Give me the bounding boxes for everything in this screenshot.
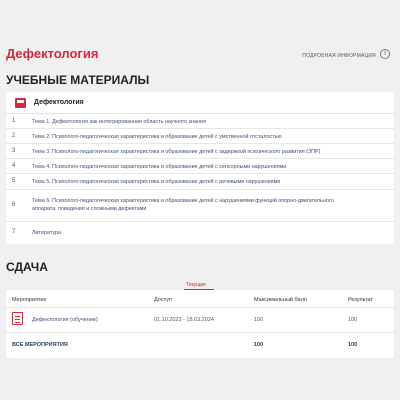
tab-current[interactable]: Текущие (186, 282, 206, 288)
topic-number: 4 (12, 163, 16, 169)
topic-row-1[interactable] (6, 114, 394, 129)
all-events-label[interactable]: ВСЕ МЕРОПРИЯТИЯ (12, 342, 68, 348)
topic-row-5[interactable] (6, 174, 394, 190)
book-icon (15, 98, 26, 108)
column-header-access: Доступ (154, 297, 172, 303)
event-access-dates: 01.10.2023 - 18.03.2024 (154, 317, 214, 323)
total-result: 100 (348, 342, 358, 348)
topic-number: 1 (12, 118, 16, 124)
course-header (0, 38, 400, 70)
event-max-score: 100 (254, 317, 264, 323)
course-title: Дефектология (6, 46, 99, 61)
materials-card-header[interactable] (6, 92, 394, 114)
topic-number: 3 (12, 148, 16, 154)
topic-link[interactable]: Тема 5. Психолого-педагогическая характеристика и образование детей с речевыми нарушениями (32, 179, 281, 185)
topic-link[interactable]: Тема 6. Психолого-педагогическая характеристика и образование детей с нарушениями функций опорно-двигательного аппарата, поведения и сложными дефектами (32, 198, 334, 212)
topic-link[interactable]: Литература (32, 230, 61, 236)
total-max-score: 100 (254, 342, 264, 348)
topic-link[interactable]: Тема 4. Психолого-педагогическая характеристика и образование детей с сенсорными нарушениями (32, 164, 287, 170)
column-header-event: Мероприятие (12, 297, 47, 303)
materials-card (6, 92, 394, 244)
table-divider (6, 332, 394, 333)
topic-row-4[interactable] (6, 159, 394, 174)
info-icon[interactable]: i (380, 49, 390, 59)
topic-link[interactable]: Тема 1. Дефектология как интегрированная область научного знания (32, 119, 206, 125)
topic-number: 5 (12, 178, 16, 184)
topic-row-7[interactable] (6, 222, 394, 244)
topic-row-6[interactable] (6, 190, 394, 222)
topic-number: 7 (12, 229, 16, 235)
sdacha-section-title: СДАЧА (6, 260, 48, 274)
event-result: 100 (348, 317, 358, 323)
sdacha-table (6, 290, 394, 358)
topic-number: 2 (12, 133, 16, 139)
column-header-result: Результат (348, 297, 374, 303)
topic-link[interactable]: Тема 2. Психолого-педагогическая характеристика и образование детей с умственной отсталостью (32, 134, 282, 140)
materials-card-title: Дефектология (34, 99, 84, 106)
topic-row-3[interactable] (6, 144, 394, 159)
topic-number: 6 (12, 202, 16, 208)
event-link[interactable]: Дефектология (обучение) (32, 317, 98, 323)
topic-link[interactable]: Тема 3. Психолого-педагогическая характеристика и образование детей с задержкой психического развития (ЗПР) (32, 149, 321, 155)
document-icon (12, 312, 23, 325)
column-header-max-score: Максимальный балл (254, 297, 307, 303)
topic-row-2[interactable] (6, 129, 394, 144)
materials-section-title: УЧЕБНЫЕ МАТЕРИАЛЫ (6, 73, 150, 87)
detail-info-link[interactable]: ПОДРОБНАЯ ИНФОРМАЦИЯ (302, 53, 376, 59)
table-divider (6, 307, 394, 308)
